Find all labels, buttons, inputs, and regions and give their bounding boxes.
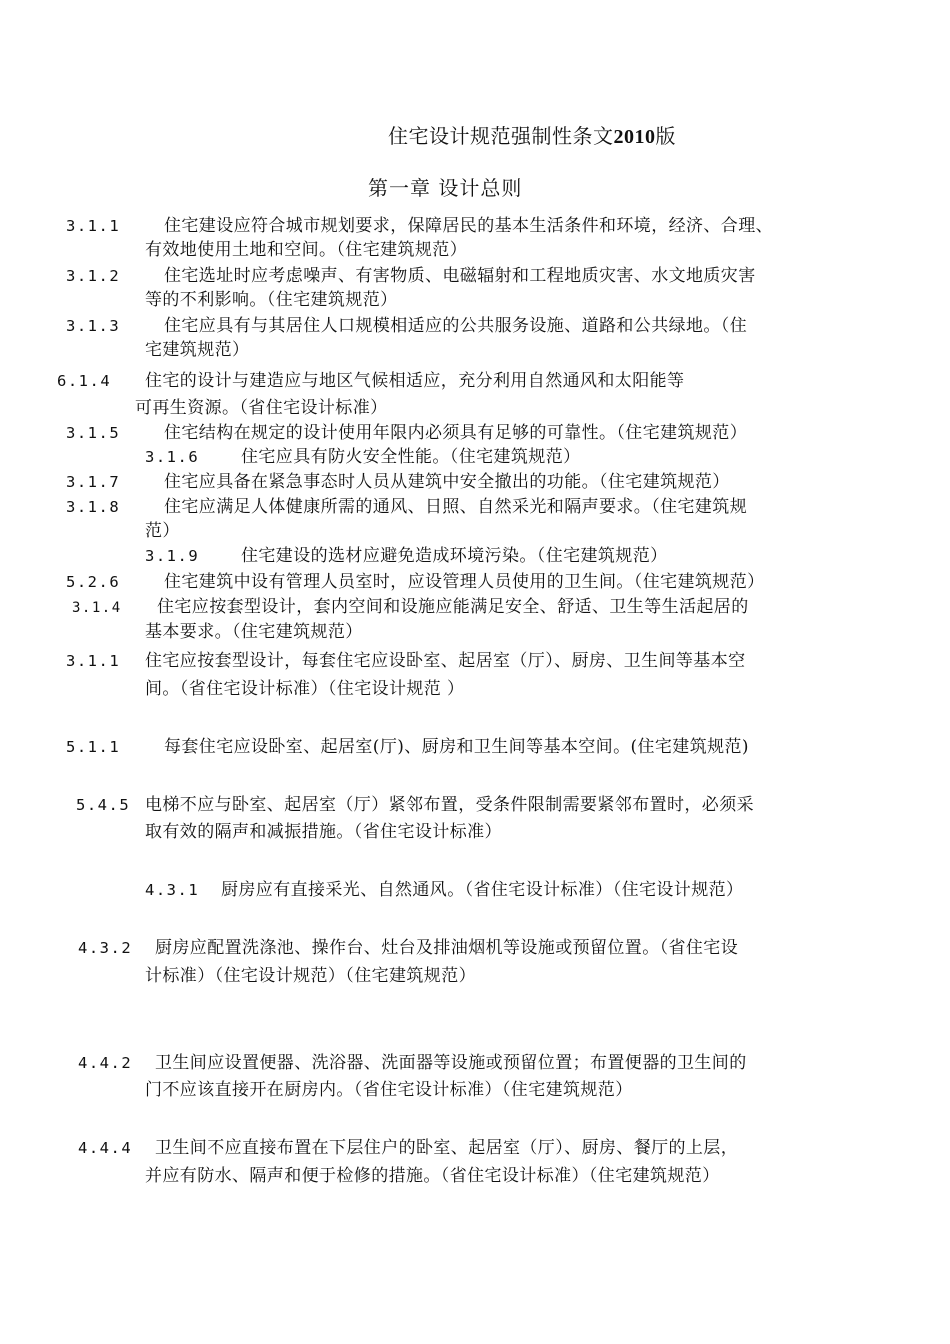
clause-text: 有效地使用土地和空间。（住宅建筑规范） bbox=[145, 240, 468, 260]
clause-text: 住宅的设计与建造应与地区气候相适应，充分利用自然通风和太阳能等 bbox=[145, 371, 685, 391]
clause-text: 等的不利影响。（住宅建筑规范） bbox=[145, 290, 398, 310]
clause-number: 3.1.8 bbox=[66, 498, 121, 516]
clause-text: 范） bbox=[145, 521, 180, 541]
clause-number: 5.1.1 bbox=[66, 738, 121, 756]
clause-text: 电梯不应与卧室、起居室（厅）紧邻布置，受条件限制需要紧邻布置时，必须采 bbox=[145, 795, 754, 815]
clause-number: 5.4.5 bbox=[76, 796, 131, 814]
clause-text: 住宅建设应符合城市规划要求，保障居民的基本生活条件和环境，经济、合理、 bbox=[164, 216, 773, 236]
clause-number: 4.4.2 bbox=[78, 1054, 133, 1072]
clause-number: 3.1.9 bbox=[145, 547, 200, 565]
clause-text: 并应有防水、隔声和便于检修的措施。（省住宅设计标准）（住宅建筑规范） bbox=[145, 1166, 720, 1186]
clause-text: 宅建筑规范） bbox=[145, 340, 250, 360]
clause-number: 3.1.3 bbox=[66, 317, 121, 335]
clause-text: 每套住宅应设卧室、起居室(厅)、厨房和卫生间等基本空间。(住宅建筑规范) bbox=[164, 737, 749, 757]
clause-text: 住宅建筑中设有管理人员室时，应设管理人员使用的卫生间。（住宅建筑规范） bbox=[164, 572, 765, 592]
clause-text: 取有效的隔声和减振措施。（省住宅设计标准） bbox=[145, 822, 502, 842]
clause-text: 厨房应有直接采光、自然通风。（省住宅设计标准）（住宅设计规范） bbox=[221, 880, 744, 900]
clause-number: 4.3.2 bbox=[78, 939, 133, 957]
clause-number: 3.1.1 bbox=[66, 652, 121, 670]
clause-text: 住宅结构在规定的设计使用年限内必须具有足够的可靠性。（住宅建筑规范） bbox=[164, 423, 748, 443]
clause-text: 住宅应按套型设计，套内空间和设施应能满足安全、舒适、卫生等生活起居的 bbox=[157, 597, 749, 617]
clause-text: 可再生资源。（省住宅设计标准） bbox=[135, 398, 388, 418]
clause-number: 3.1.7 bbox=[66, 473, 121, 491]
clause-text: 住宅选址时应考虑噪声、有害物质、电磁辐射和工程地质灾害、水文地质灾害 bbox=[164, 266, 756, 286]
clause-text: 计标准）（住宅设计规范）（住宅建筑规范） bbox=[145, 966, 476, 986]
clause-text: 卫生间应设置便器、洗浴器、洗面器等设施或预留位置；布置便器的卫生间的 bbox=[155, 1053, 747, 1073]
clause-number: 6.1.4 bbox=[57, 372, 112, 390]
clause-text: 住宅应具备在紧急事态时人员从建筑中安全撤出的功能。（住宅建筑规范） bbox=[164, 472, 730, 492]
clause-number: 3.1.1 bbox=[66, 217, 121, 235]
title-text: 住宅设计规范强制性条文 bbox=[388, 124, 614, 148]
clause-text: 住宅应具有防火安全性能。（住宅建筑规范） bbox=[241, 447, 581, 467]
title-suffix: 版 bbox=[655, 124, 676, 148]
chapter-heading: 第一章 设计总则 bbox=[368, 176, 523, 200]
clause-number: 3.1.4 bbox=[72, 600, 122, 616]
clause-text: 基本要求。（住宅建筑规范） bbox=[145, 622, 363, 642]
clause-text: 住宅应按套型设计，每套住宅应设卧室、起居室（厅）、厨房、卫生间等基本空 bbox=[145, 651, 746, 671]
clause-number: 4.3.1 bbox=[145, 881, 200, 899]
clause-number: 4.4.4 bbox=[78, 1139, 133, 1157]
clause-number: 5.2.6 bbox=[66, 573, 121, 591]
clause-text: 住宅建设的选材应避免造成环境污染。（住宅建筑规范） bbox=[241, 546, 668, 566]
document-title bbox=[388, 122, 676, 151]
clause-text: 卫生间不应直接布置在下层住户的卧室、起居室（厅）、厨房、餐厅的上层， bbox=[155, 1138, 739, 1158]
clause-number: 3.1.2 bbox=[66, 267, 121, 285]
clause-text: 间。（省住宅设计标准）（住宅设计规范 ） bbox=[145, 679, 465, 699]
clause-text: 门不应该直接开在厨房内。（省住宅设计标准）（住宅建筑规范） bbox=[145, 1080, 633, 1100]
title-year: 2010 bbox=[613, 126, 656, 148]
clause-text: 住宅应具有与其居住人口规模相适应的公共服务设施、道路和公共绿地。（住 bbox=[164, 316, 748, 336]
clause-text: 厨房应配置洗涤池、操作台、灶台及排油烟机等设施或预留位置。（省住宅设 bbox=[155, 938, 739, 958]
clause-number: 3.1.6 bbox=[145, 448, 200, 466]
clause-number: 3.1.5 bbox=[66, 424, 121, 442]
clause-text: 住宅应满足人体健康所需的通风、日照、自然采光和隔声要求。（住宅建筑规 bbox=[164, 497, 748, 517]
